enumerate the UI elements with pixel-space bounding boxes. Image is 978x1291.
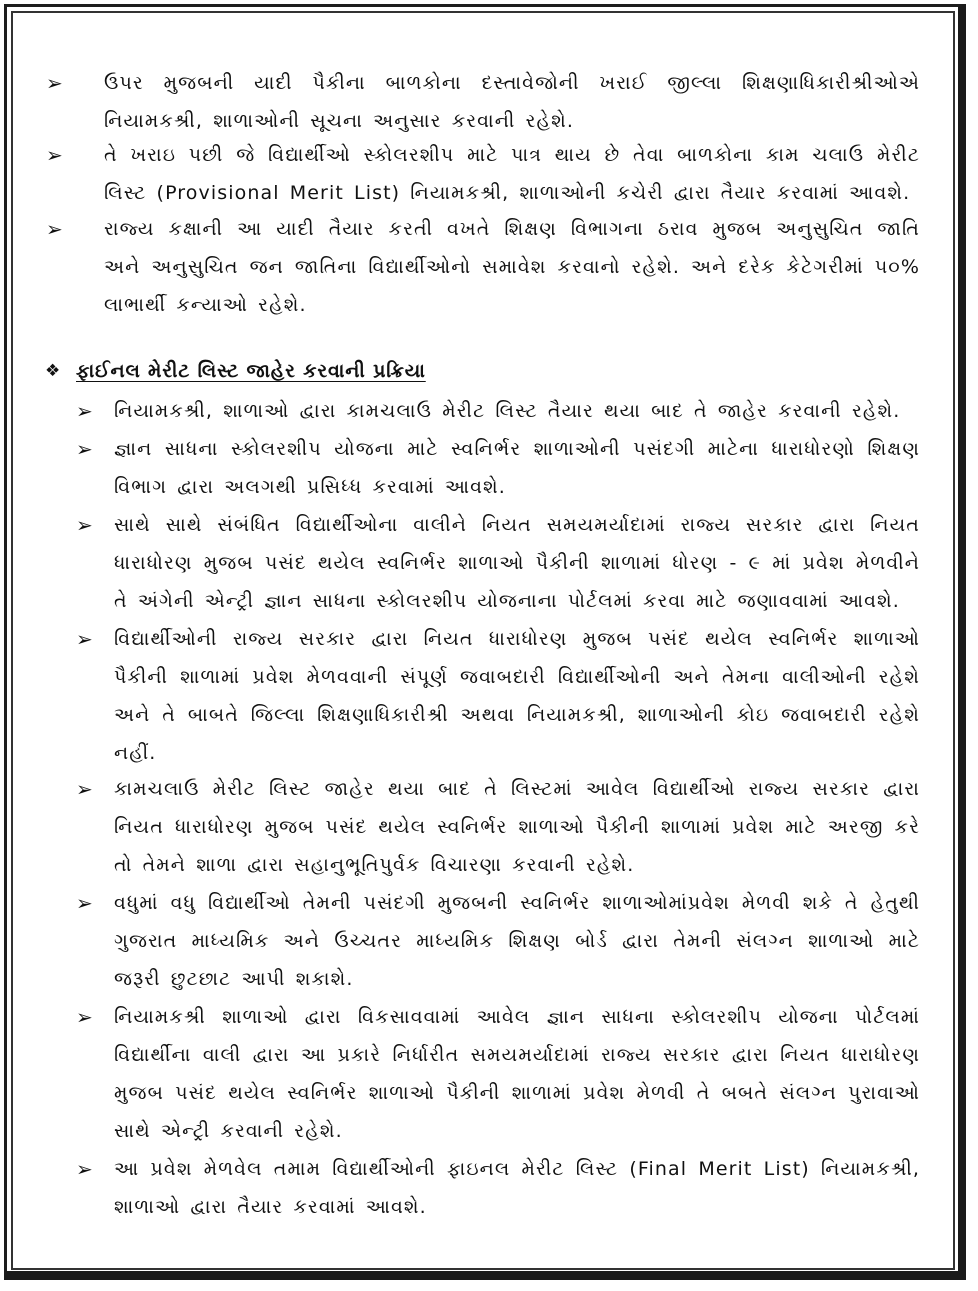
arrow-bullet-icon: ➢ (46, 71, 63, 95)
section-heading: ફાઈનલ મેરીટ લિસ્ટ જાહેર કરવાની પ્રક્રિયા (76, 360, 426, 382)
arrow-bullet-icon: ➢ (76, 437, 93, 461)
intro-point-1: ઉપર મુજબની યાદી પૈકીના બાળકોના દસ્તાવેજોની ખરાઈ જીલ્લા શિક્ષણાધિકારીશ્રીઓએ નિયામકશ્રી, શાળાઓની સૂચના અનુસાર કરવાની રહેશે. (104, 72, 920, 132)
section-point-6: વધુમાં વધુ વિદ્યાર્થીઓ તેમની પસંદગી મુજબની સ્વનિર્ભર શાળાઓમાંપ્રવેશ મેળવી શકે તે હેતુથી ગુજરાત માધ્યમિક અને ઉચ્ચતર માધ્યમિક શિક્ષણ બોર્ડ દ્વારા તેમની સંલગ્ન શાળાઓ માટે જરૂરી છુટછાટ આપી શકાશે. (114, 892, 920, 990)
intro-point-3: રાજ્ય કક્ષાની આ યાદી તૈયાર કરતી વખતે શિક્ષણ વિભાગના ઠરાવ મુજબ અનુસુચિત જાતિ અને અનુસુચિત જન જાતિના વિદ્યાર્થીઓનો સમાવેશ કરવાનો રહેશે. અને દરેક કેટેગરીમાં ૫૦% લાભાર્થી કન્યાઓ રહેશે. (104, 218, 920, 316)
section-point-3: સાથે સાથે સંબંધિત વિદ્યાર્થીઓના વાલીને નિયત સમયમર્યાદામાં રાજ્ય સરકાર દ્વારા નિયત ધારાધોરણ મુજબ પસંદ થયેલ સ્વનિર્ભર શાળાઓ પૈકીની શાળામાં ધોરણ - ૯ માં પ્રવેશ મેળવીને તે અંગેની એન્ટ્રી જ્ઞાન સાધના સ્કોલરશીપ યોજનાના પોર્ટલમાં કરવા માટે જણાવવામાં આવશે. (114, 514, 920, 612)
section-point-2: જ્ઞાન સાધના સ્કોલરશીપ યોજના માટે સ્વનિર્ભર શાળાઓની પસંદગી માટેના ધારાધોરણો શિક્ષણ વિભાગ દ્વારા અલગથી પ્રસિધ્ધ કરવામાં આવશે. (114, 438, 920, 498)
arrow-bullet-icon: ➢ (76, 1157, 93, 1181)
arrow-bullet-icon: ➢ (76, 627, 93, 651)
arrow-bullet-icon: ➢ (76, 777, 93, 801)
section-point-8: આ પ્રવેશ મેળવેલ તમામ વિદ્યાર્થીઓની ફાઇનલ મેરીટ લિસ્ટ (Final Merit List) નિયામકશ્રી, શાળાઓ દ્વારા તૈયાર કરવામાં આવશે. (114, 1158, 920, 1218)
arrow-bullet-icon: ➢ (46, 143, 63, 167)
section-point-4: વિદ્યાર્થીઓની રાજ્ય સરકાર દ્વારા નિયત ધારાધોરણ મુજબ પસંદ થયેલ સ્વનિર્ભર શાળાઓ પૈકીની શાળામાં પ્રવેશ મેળવવાની સંપૂર્ણ જવાબદારી વિદ્યાર્થીઓની અને તેમના વાલીઓની રહેશે અને તે બાબતે જિલ્લા શિક્ષણાધિકારીશ્રી અથવા નિયામકશ્રી, શાળાઓની કોઇ જવાબદારી રહેશે નહીં. (114, 628, 920, 764)
arrow-bullet-icon: ➢ (76, 1005, 93, 1029)
arrow-bullet-icon: ➢ (46, 217, 63, 241)
intro-point-2: તે ખરાઇ પછી જે વિદ્યાર્થીઓ સ્કોલરશીપ માટે પાત્ર થાય છે તેવા બાળકોના કામ ચલાઉ મેરીટ લિસ્ટ (Provisional Merit List) નિયામકશ્રી, શાળાઓની કચેરી દ્વારા તૈયાર કરવામાં આવશે. (104, 144, 920, 204)
arrow-bullet-icon: ➢ (76, 399, 93, 423)
section-point-5: કામચલાઉ મેરીટ લિસ્ટ જાહેર થયા બાદ તે લિસ્ટમાં આવેલ વિદ્યાર્થીઓ રાજ્ય સરકાર દ્વારા નિયત ધારાધોરણ મુજબ પસંદ થયેલ સ્વનિર્ભર શાળાઓ પૈકીની શાળામાં પ્રવેશ માટે અરજી કરે તો તેમને શાળા દ્વારા સહાનુભૂતિપુર્વક વિચારણા કરવાની રહેશે. (114, 778, 920, 876)
diamond-bullet-icon: ❖ (45, 361, 61, 381)
section-point-7: નિયામકશ્રી શાળાઓ દ્વારા વિકસાવવામાં આવેલ જ્ઞાન સાધના સ્કોલરશીપ યોજના પોર્ટલમાં વિદ્યાર્થીના વાલી દ્વારા આ પ્રકારે નિર્ધારીત સમયમર્યાદામાં રાજ્ય સરકાર દ્વારા નિયત ધારાધોરણ મુજબ પસંદ થયેલ સ્વનિર્ભર શાળાઓ પૈકીની શાળામાં પ્રવેશ મેળવી તે બબતે સંલગ્ન પુરાવાઓ સાથે એન્ટ્રી કરવાની રહેશે. (114, 1006, 921, 1142)
arrow-bullet-icon: ➢ (76, 891, 93, 915)
arrow-bullet-icon: ➢ (76, 513, 93, 537)
section-point-1: નિયામકશ્રી, શાળાઓ દ્વારા કામચલાઉ મેરીટ લિસ્ટ તૈયાર થયા બાદ તે જાહેર કરવાની રહેશે. (114, 400, 901, 422)
